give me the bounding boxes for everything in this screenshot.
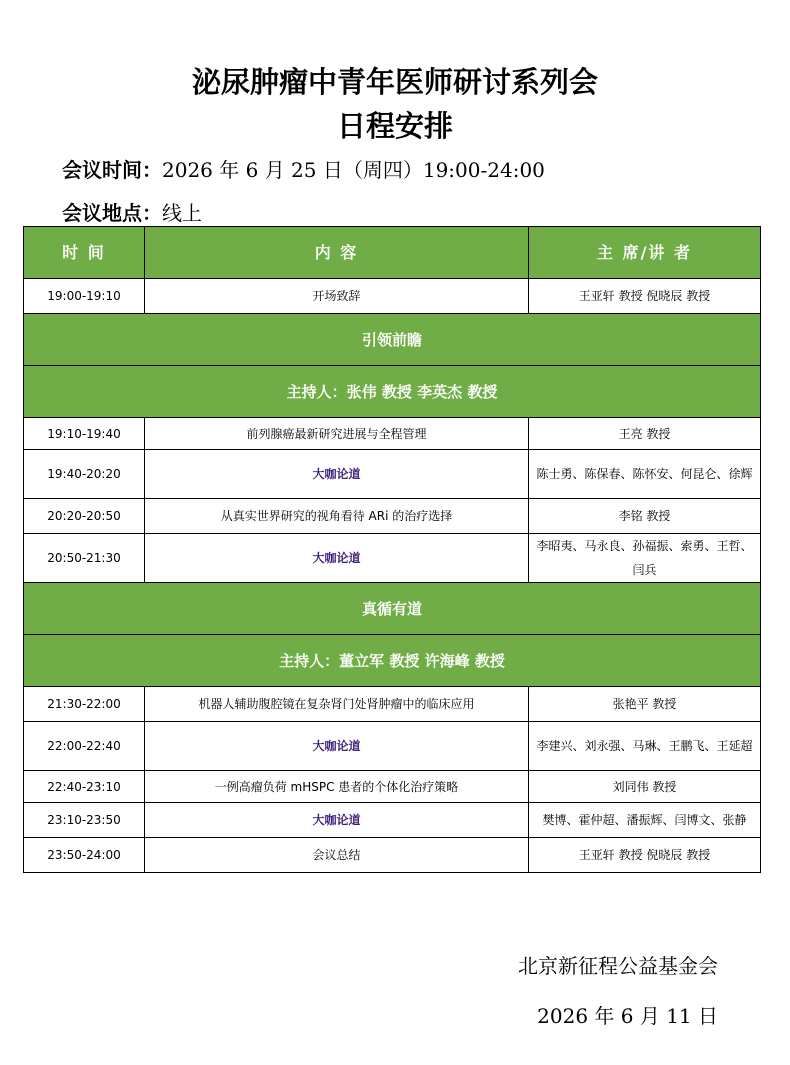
- host-row: [24, 366, 761, 418]
- schedule-table: [23, 226, 761, 873]
- row-time: 20:20-20:50: [24, 499, 145, 534]
- host-row: [24, 635, 761, 687]
- row-content: 一例高瘤负荷 mHSPC 患者的个体化治疗策略: [145, 771, 529, 803]
- section-title: 引领前瞻: [24, 314, 761, 366]
- row-speaker: 樊博、霍仲超、潘振辉、闫博文、张静: [529, 803, 761, 838]
- issue-date: 2026 年 6 月 11 日: [537, 1004, 718, 1028]
- page-subtitle: 日程安排: [336, 109, 453, 143]
- row-speaker: 刘同伟 教授: [529, 771, 761, 803]
- table-header-row: [24, 227, 761, 279]
- table-row: [24, 803, 761, 838]
- row-content: 从真实世界研究的视角看待 ARi 的治疗选择: [145, 499, 529, 534]
- row-time: 23:10-23:50: [24, 803, 145, 838]
- section-host: 主持人：董立军 教授 许海峰 教授: [24, 635, 761, 687]
- section-title: 真循有道: [24, 583, 761, 635]
- meeting-place: [62, 197, 202, 226]
- row-content: 机器人辅助腹腔镜在复杂肾门处肾肿瘤中的临床应用: [145, 687, 529, 722]
- row-content: 大咖论道: [145, 534, 529, 583]
- row-speaker: 王亮 教授: [529, 418, 761, 450]
- meeting-place-label: 会议地点：: [62, 201, 162, 225]
- organizer-name: 北京新征程公益基金会: [518, 954, 718, 978]
- page-title: 泌尿肿瘤中青年医师研讨系列会: [191, 65, 598, 99]
- table-row: [24, 450, 761, 499]
- row-time: 22:40-23:10: [24, 771, 145, 803]
- table-row: [24, 279, 761, 314]
- row-speaker: 李建兴、刘永强、马琳、王鹏飞、王延超: [529, 722, 761, 771]
- table-row: [24, 687, 761, 722]
- table-row: [24, 534, 761, 583]
- row-content: 大咖论道: [145, 450, 529, 499]
- header-speaker: 主 席/讲 者: [529, 227, 761, 279]
- table-row: [24, 838, 761, 873]
- row-time: 21:30-22:00: [24, 687, 145, 722]
- row-time: 19:10-19:40: [24, 418, 145, 450]
- meeting-time-value: 2026 年 6 月 25 日（周四）19:00-24:00: [162, 158, 545, 182]
- meeting-time: [62, 154, 545, 183]
- row-speaker: 陈士勇、陈保春、陈怀安、何昆仑、徐辉: [529, 450, 761, 499]
- row-content: 前列腺癌最新研究进展与全程管理: [145, 418, 529, 450]
- row-time: 22:00-22:40: [24, 722, 145, 771]
- row-content: 大咖论道: [145, 803, 529, 838]
- row-content: 会议总结: [145, 838, 529, 873]
- section-host: 主持人：张伟 教授 李英杰 教授: [24, 366, 761, 418]
- table-row: [24, 722, 761, 771]
- row-content: 开场致辞: [145, 279, 529, 314]
- header-content: 内 容: [145, 227, 529, 279]
- row-speaker: 张艳平 教授: [529, 687, 761, 722]
- row-speaker: 王亚轩 教授 倪晓辰 教授: [529, 838, 761, 873]
- meeting-time-label: 会议时间：: [62, 158, 162, 182]
- row-speaker: 李昭夷、马永良、孙福振、索勇、王哲、闫兵: [529, 534, 761, 583]
- row-time: 20:50-21:30: [24, 534, 145, 583]
- row-speaker: 王亚轩 教授 倪晓辰 教授: [529, 279, 761, 314]
- section-row: [24, 314, 761, 366]
- table-row: [24, 771, 761, 803]
- table-row: [24, 499, 761, 534]
- meeting-place-value: 线上: [162, 201, 202, 225]
- row-time: 19:40-20:20: [24, 450, 145, 499]
- section-row: [24, 583, 761, 635]
- table-row: [24, 418, 761, 450]
- header-time: 时 间: [24, 227, 145, 279]
- row-content: 大咖论道: [145, 722, 529, 771]
- row-time: 23:50-24:00: [24, 838, 145, 873]
- row-speaker: 李铭 教授: [529, 499, 761, 534]
- row-time: 19:00-19:10: [24, 279, 145, 314]
